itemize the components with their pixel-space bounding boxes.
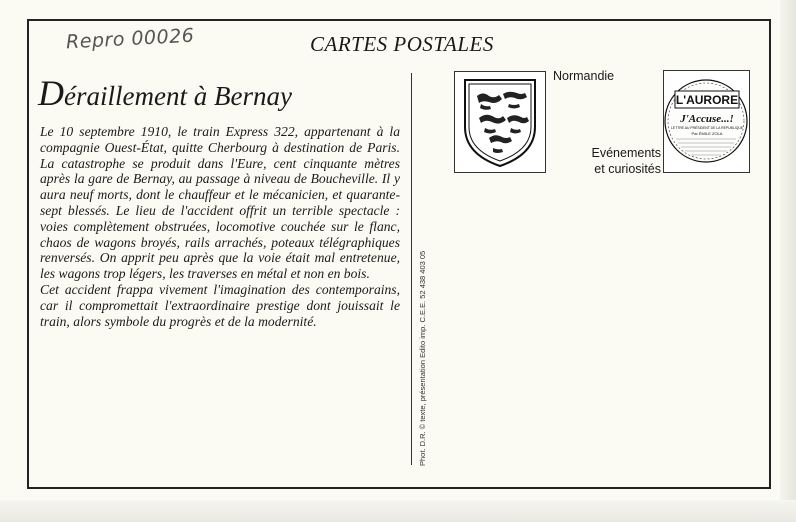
card-text [40, 124, 400, 329]
printer-credit: Phot. D.R. © texte, présentation Edito imp. C.E.E. 52 438 403 05 [418, 250, 427, 466]
cartes-postales-header: CARTES POSTALES [310, 32, 494, 56]
shield-icon [455, 72, 545, 172]
stamp-headline: J'Accuse...! [680, 113, 734, 125]
title-rest: éraillement à Bernay [64, 81, 292, 111]
stamp-icon [664, 71, 749, 172]
normandy-coat-of-arms-icon [454, 71, 546, 173]
paragraph-2: Cet accident frappa vivement l'imagination des contemporains, car il compromettait l'extraordinaire prestige dont jouissait le train, alors symbole du progrès et de la modernité. [40, 281, 400, 329]
handwritten-note: Repro 00026 [65, 24, 195, 54]
category-label [577, 145, 661, 177]
paper-edge-bottom [0, 500, 796, 522]
paper-edge-right [780, 0, 796, 522]
category-line-2: et curiosités [594, 162, 661, 176]
paragraph-1: Le 10 septembre 1910, le train Express 322, appartenant à la compagnie Ouest-État, quitte Cherbourg à destination de Paris. La catastrophe se produit dans l'Eure, cent cinquante mètres après la gare de Bernay, au passage à niveau de Boucheville. Il y aura neuf morts, dont le chauffeur et le mécanicien, et quarante-sept blessés. Le lieu de l'accident offrit un terrible spectacle : voies complètement obstruées, locomotive couchée sur le flanc, chaos de wagons broyés, rails arrachés, poteaux télégraphiques renversés. On apprit peu après que la voie était mal entretenue, les wagons trop légers, les traverses en métal et non en bois. [40, 124, 400, 282]
stamp-byline: Par ÉMILE ZOLA [691, 131, 723, 136]
stamp-subline: LETTRE AU PRÉSIDENT DE LA RÉPUBLIQUE [670, 126, 744, 130]
region-label: Normandie [553, 69, 615, 83]
card-title [38, 72, 292, 114]
category-line-1: Evénements [591, 146, 661, 160]
stamp-newspaper: L'AURORE [675, 93, 739, 107]
title-initial: D [38, 73, 64, 113]
vertical-divider [411, 73, 412, 465]
laurore-stamp-icon [663, 70, 750, 173]
